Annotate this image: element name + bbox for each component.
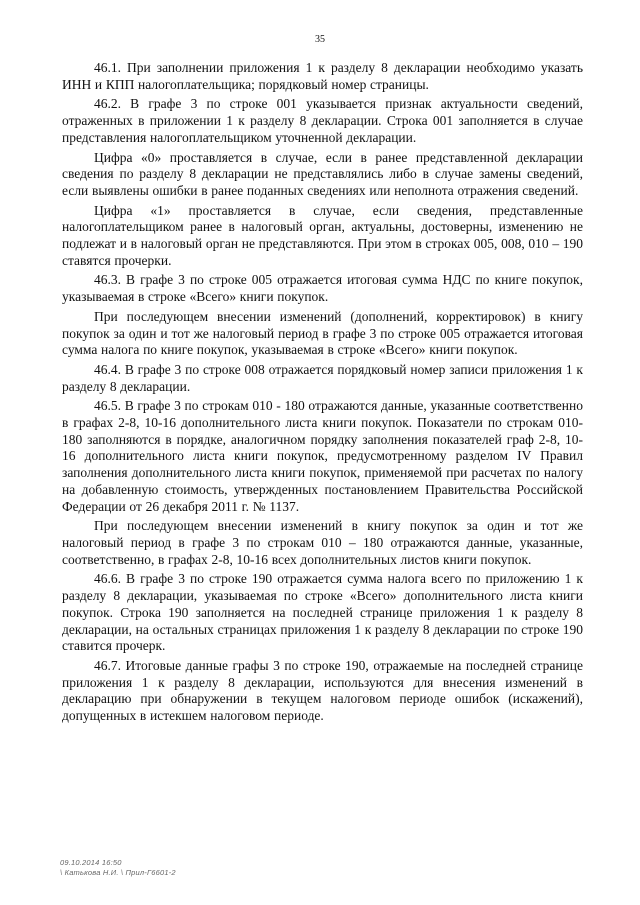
paragraph-digit-1: Цифра «1» проставляется в случае, если сведения, представленные налогоплательщиком ранее в налоговый орган, актуальны, достоверны, изменению не подлежат и в налоговый орган не представляются. При этом в строках 005, 008, 010 – 190 ставятся прочерки. <box>62 202 583 268</box>
page-number: 35 <box>315 34 325 45</box>
paragraph-digit-0: Цифра «0» проставляется в случае, если в ранее представленной декларации сведения по разделу 8 декларации не представлялись либо в случае замены сведений, если выявлены ошибки в ранее поданных сведениях или неполнота отражения сведений. <box>62 149 583 198</box>
paragraph-46-2: 46.2. В графе 3 по строке 001 указывается признак актуальности сведений, отраженных в приложении 1 к разделу 8 декларации. Строка 001 заполняется в случае представления налогоплательщиком уточненной декларации. <box>62 96 583 145</box>
footer-timestamp: 09.10.2014 16:50 <box>60 858 122 867</box>
paragraph-46-3-changes: При последующем внесении изменений (дополнений, корректировок) в книгу покупок за один и тот же налоговый период в графе 3 по строке 005 отражается итоговая сумма налога по книге покупок, указываемая в строке «Всего» книги покупок. <box>62 308 583 358</box>
paragraph-46-5-changes: При последующем внесении изменений в книгу покупок за один и тот же налоговый период в графе 3 по строкам 010 – 180 отражаются данные, указанные, соответственно, в графах 2-8, 10-16 всех дополнительных листов книги покупок. <box>62 518 583 567</box>
footer-author: \ Катькова Н.И. \ Прил-Г6601-2 <box>60 868 176 877</box>
paragraph-46-3: 46.3. В графе 3 по строке 005 отражается итоговая сумма НДС по книге покупок, указываемая в строке «Всего» книги покупок. <box>62 272 583 305</box>
paragraph-46-6: 46.6. В графе 3 по строке 190 отражается сумма налога всего по приложению 1 к разделу 8 декларации, указываемая по строке «Всего» дополнительного листа книги покупок. Строка 190 заполняется на последней странице приложения 1 к разделу 8 декларации, на остальных страницах приложения 1 к разделу 8 декларации по строке 190 ставится прочерк. <box>62 571 583 654</box>
paragraph-46-1: 46.1. При заполнении приложения 1 к разделу 8 декларации необходимо указать ИНН и КПП налогоплательщика; порядковый номер страницы. <box>62 60 583 92</box>
paragraph-46-5: 46.5. В графе 3 по строкам 010 - 180 отражаются данные, указанные соответственно в графах 2-8, 10-16 дополнительного листа книги покупок. Показатели по строкам 010-180 заполняются в порядке, аналогичном порядку заполнения показателей граф 2-8, 10-16 дополнительного листа книги покупок, предусмотренному разделом IV Правил заполнения дополнительного листа книги покупок, применяемой при расчетах по налогу на добавленную стоимость, утвержденных постановлением Правительства Российской Федерации от 26 декабря 2011 г. № 1137. <box>62 398 583 514</box>
footer-stamp <box>60 858 176 878</box>
paragraph-46-4: 46.4. В графе 3 по строке 008 отражается порядковый номер записи приложения 1 к разделу 8 декларации. <box>62 361 583 394</box>
document-body <box>62 60 583 728</box>
paragraph-46-7: 46.7. Итоговые данные графы 3 по строке 190, отражаемые на последней странице приложения 1 к разделу 8 декларации, используются для внесения изменений в декларацию при обнаружении в текущем налоговом периоде ошибок (искажений), допущенных в истекшем налоговом периоде. <box>62 657 583 724</box>
